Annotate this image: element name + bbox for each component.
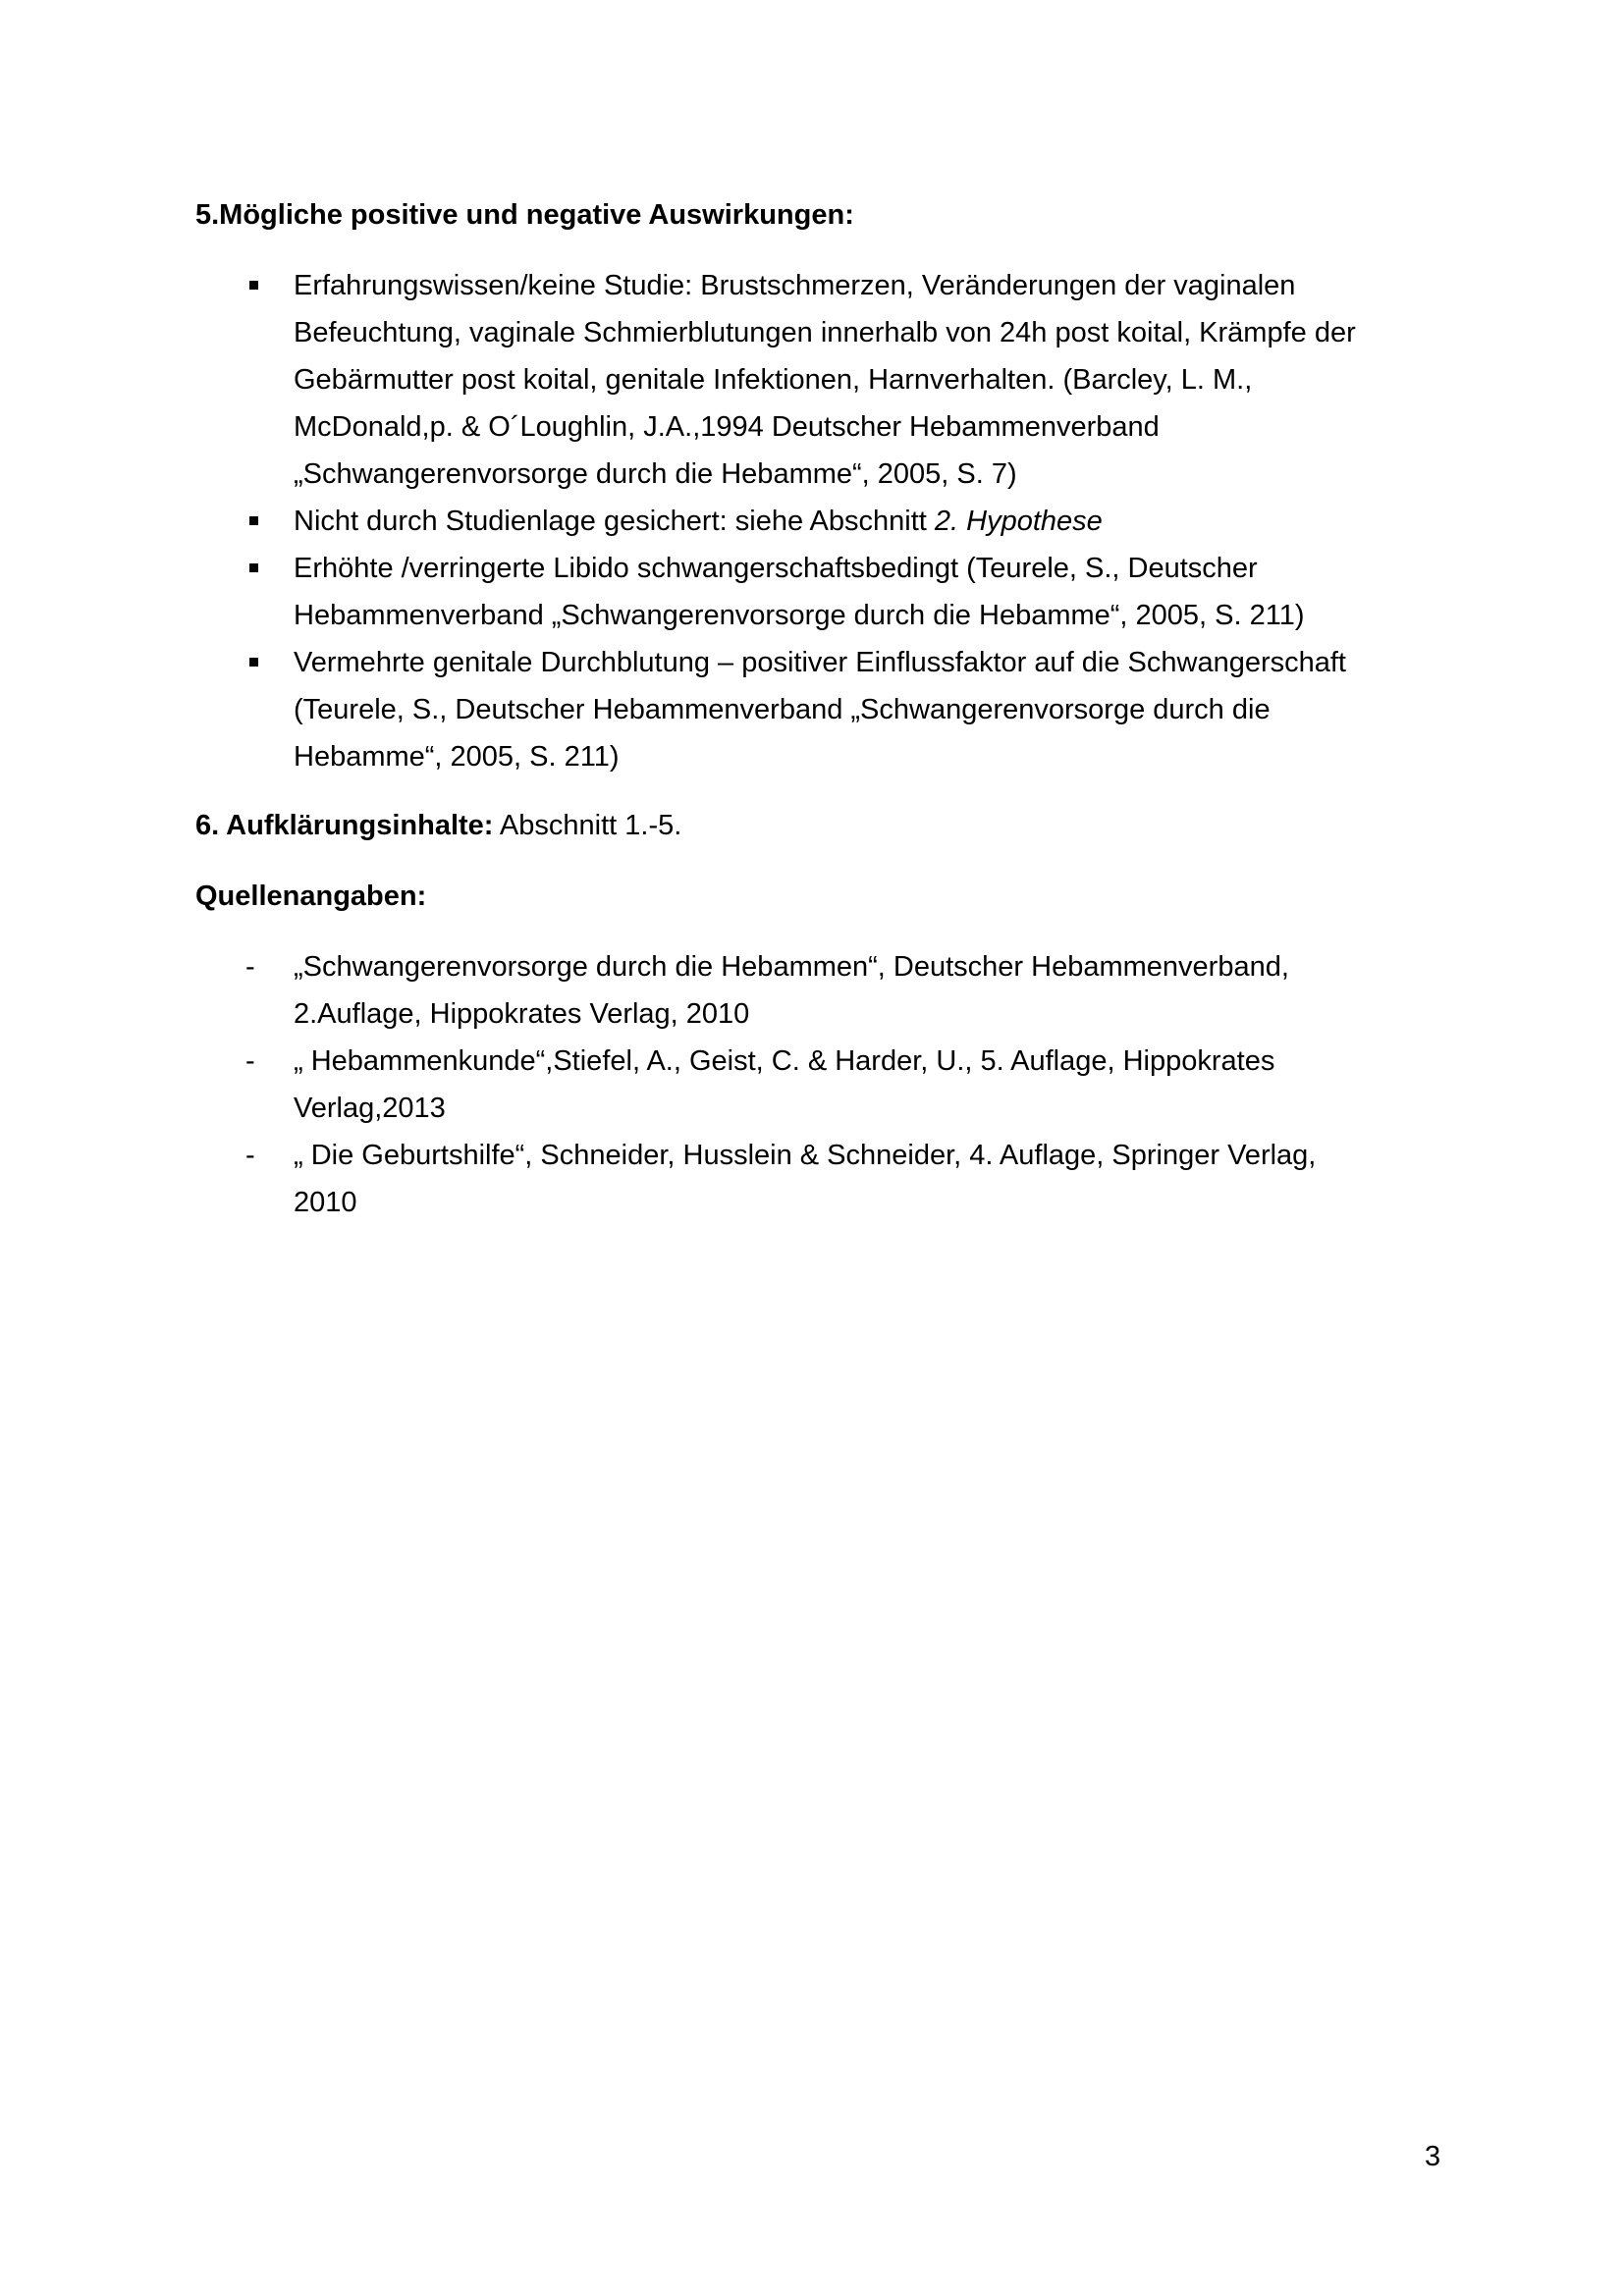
- text-line: 2010: [294, 1187, 357, 1218]
- section-6-label: 6. Aufklärungsinhalte:: [195, 810, 494, 841]
- list-item: [0, 545, 1624, 639]
- text-line: McDonald,p. & O´Loughlin, J.A.,1994 Deutscher Hebammenverband: [294, 411, 1160, 443]
- source-text: [294, 1132, 1442, 1226]
- dash-bullet-icon: -: [245, 1045, 255, 1077]
- text-line: Nicht durch Studienlage gesichert: siehe Abschnitt: [294, 506, 935, 537]
- section-reference: 2. Hypothese: [934, 506, 1103, 537]
- list-item: [0, 639, 1624, 780]
- section-6-text: Abschnitt 1.-5.: [493, 810, 682, 841]
- text-line: Gebärmutter post koital, genitale Infektionen, Harnverhalten. (Barcley, L. M.,: [294, 364, 1253, 396]
- dash-bullet-icon: -: [245, 951, 255, 983]
- text-line: Erhöhte /verringerte Libido schwangerschaftsbedingt (Teurele, S., Deutscher: [294, 553, 1258, 584]
- text-line: Vermehrte genitale Durchblutung – positiver Einflussfaktor auf die Schwangerschaft: [294, 647, 1346, 678]
- text-line: Erfahrungswissen/keine Studie: Brustschmerzen, Veränderungen der vaginalen: [294, 270, 1296, 301]
- sources-heading: Quellenangaben:: [195, 881, 427, 912]
- text-line: (Teurele, S., Deutscher Hebammenverband „Schwangerenvorsorge durch die: [294, 694, 1271, 725]
- text-line: „Schwangerenvorsorge durch die Hebamme“, 2005, S. 7): [294, 458, 1017, 490]
- text-line: „ Hebammenkunde“,Stiefel, A., Geist, C. & Harder, U., 5. Auflage, Hippokrates: [294, 1045, 1275, 1077]
- square-bullet-icon: [249, 658, 258, 667]
- section-5-list: [0, 262, 1624, 780]
- list-item-text: [294, 262, 1442, 498]
- section-5-heading: 5.Mögliche positive und negative Auswirkungen:: [195, 199, 854, 231]
- source-text: [294, 943, 1442, 1038]
- list-item-text: [294, 639, 1442, 780]
- page-number: 3: [1425, 2141, 1441, 2172]
- text-line: „ Die Geburtshilfe“, Schneider, Husslein & Schneider, 4. Auflage, Springer Verlag,: [294, 1140, 1317, 1171]
- source-item: [0, 1038, 1624, 1132]
- list-item-text: [294, 545, 1442, 639]
- text-line: 2.Auflage, Hippokrates Verlag, 2010: [294, 998, 750, 1030]
- square-bullet-icon: [249, 281, 258, 290]
- dash-bullet-icon: -: [245, 1140, 255, 1171]
- list-item: [0, 262, 1624, 498]
- text-line: Befeuchtung, vaginale Schmierblutungen innerhalb von 24h post koital, Krämpfe der: [294, 317, 1356, 348]
- sources-list: [0, 943, 1624, 1226]
- source-item: [0, 1132, 1624, 1226]
- text-line: Hebammenverband „Schwangerenvorsorge durch die Hebamme“, 2005, S. 211): [294, 600, 1305, 631]
- square-bullet-icon: [249, 516, 258, 525]
- source-text: [294, 1038, 1442, 1132]
- list-item: [0, 498, 1624, 545]
- square-bullet-icon: [249, 563, 258, 572]
- source-item: [0, 943, 1624, 1038]
- text-line: „Schwangerenvorsorge durch die Hebammen“, Deutscher Hebammenverband,: [294, 951, 1289, 983]
- list-item-text: [294, 498, 1442, 545]
- text-line: Verlag,2013: [294, 1093, 446, 1124]
- text-line: Hebamme“, 2005, S. 211): [294, 741, 620, 773]
- section-6-line: [195, 802, 681, 849]
